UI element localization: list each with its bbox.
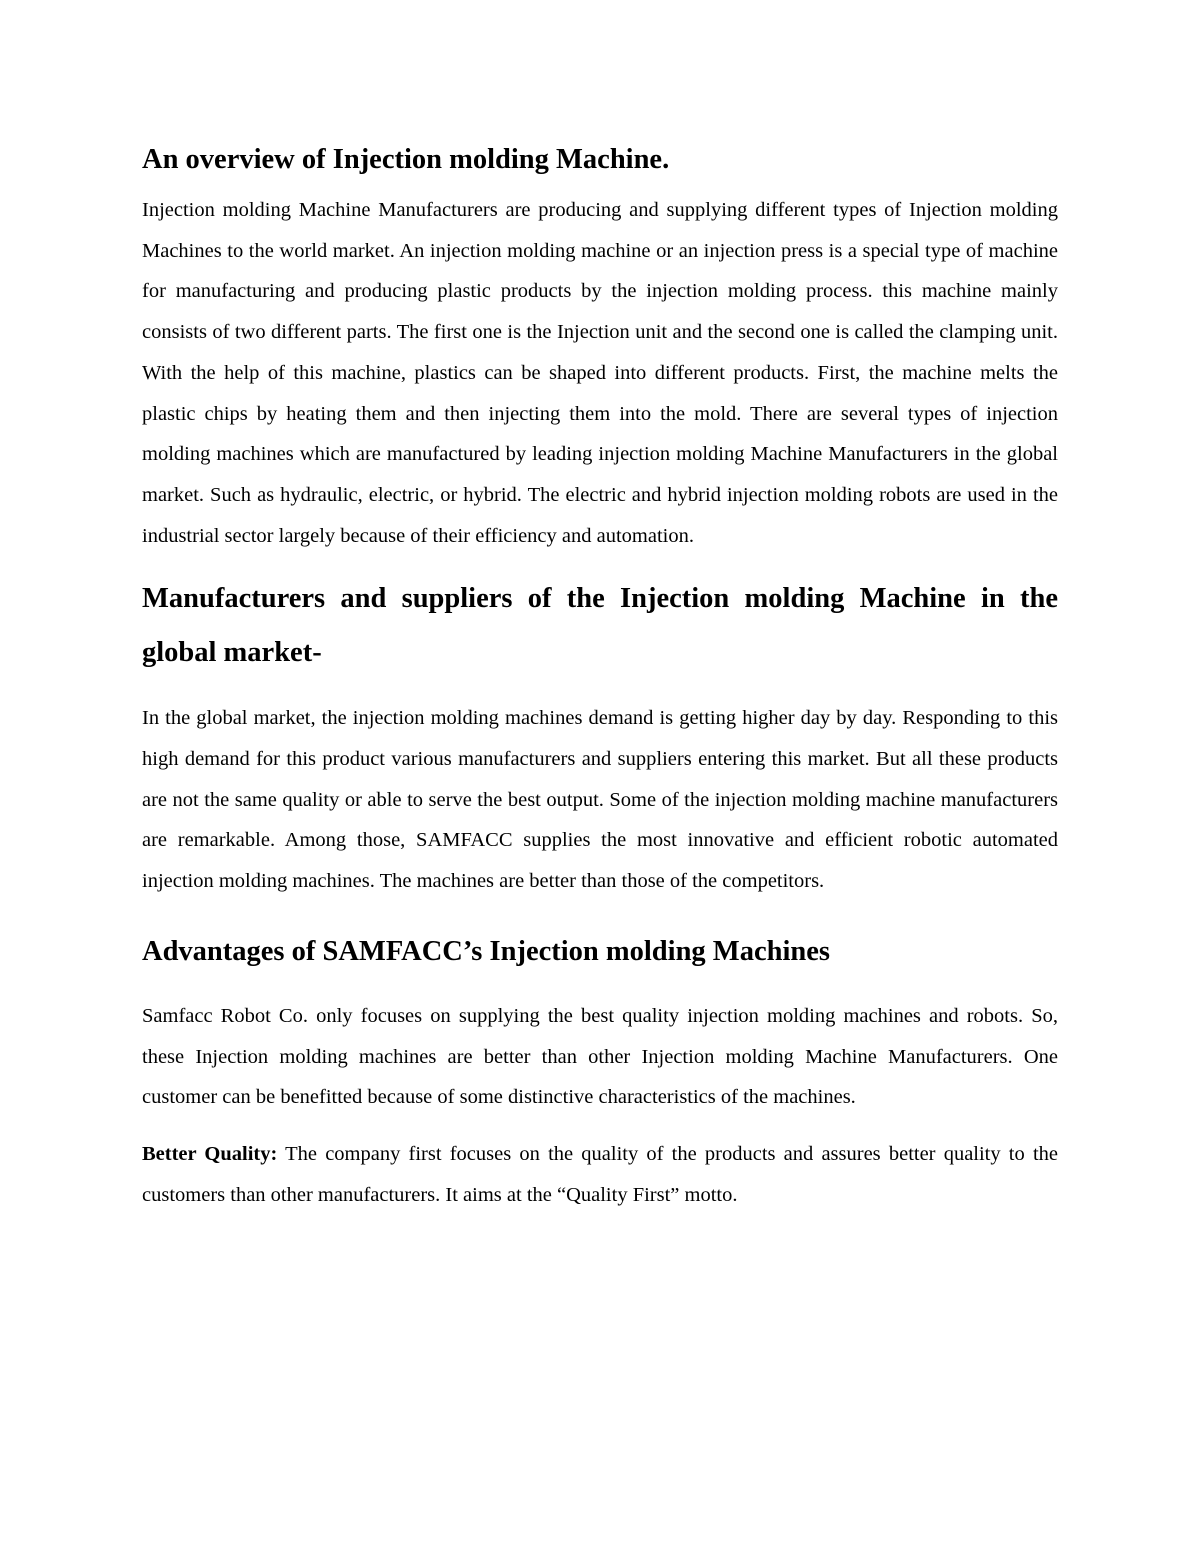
paragraph-advantages: Samfacc Robot Co. only focuses on supplying the best quality injection molding machines and robots. So, these Injection molding machines are better than other Injection molding Machine Manufacturers. One customer can be benefitted because of some distinctive characteristics of the machines. [142,1004,1058,1109]
paragraph-overview: Injection molding Machine Manufacturers are producing and supplying different types of Injection molding Machines to the world market. An injection molding machine or an injection press is a special type of machine for manufacturing and producing plastic products by the injection molding process. this machine mainly consists of two different parts. The first one is the Injection unit and the second one is called the clamping unit. With the help of this machine, plastics can be shaped into different products. First, the machine melts the plastic chips by heating them and then injecting them into the mold. There are several types of injection molding machines which are manufactured by leading injection molding Machine Manufacturers in the global market. Such as hydraulic, electric, or hybrid. The electric and hybrid injection molding robots are used in the industrial sector largely because of their efficiency and automation. [142,199,1058,547]
point-text: The company first focuses on the quality of the products and assures better quality to the customers than other manufacturers. It aims at the “Quality First” motto. [142,1142,1058,1206]
point-better-quality [142,1134,1058,1215]
section-heading-manufacturers: Manufacturers and suppliers of the Injection molding Machine in the global market- [142,583,1058,669]
paragraph-global-market: In the global market, the injection molding machines demand is getting higher day by day. Responding to this high demand for this product various manufacturers and suppliers entering this market. But all these products are not the same quality or able to serve the best output. Some of the injection molding machine manufacturers are remarkable. Among those, SAMFACC supplies the most innovative and efficient robotic automated injection molding machines. The machines are better than those of the competitors. [142,707,1058,893]
section-heading-overview: An overview of Injection molding Machine. [142,144,670,175]
point-label: Better Quality: [142,1142,278,1165]
section-heading-advantages: Advantages of SAMFACC’s Injection molding Machines [142,935,830,967]
document-body [142,138,1058,1215]
